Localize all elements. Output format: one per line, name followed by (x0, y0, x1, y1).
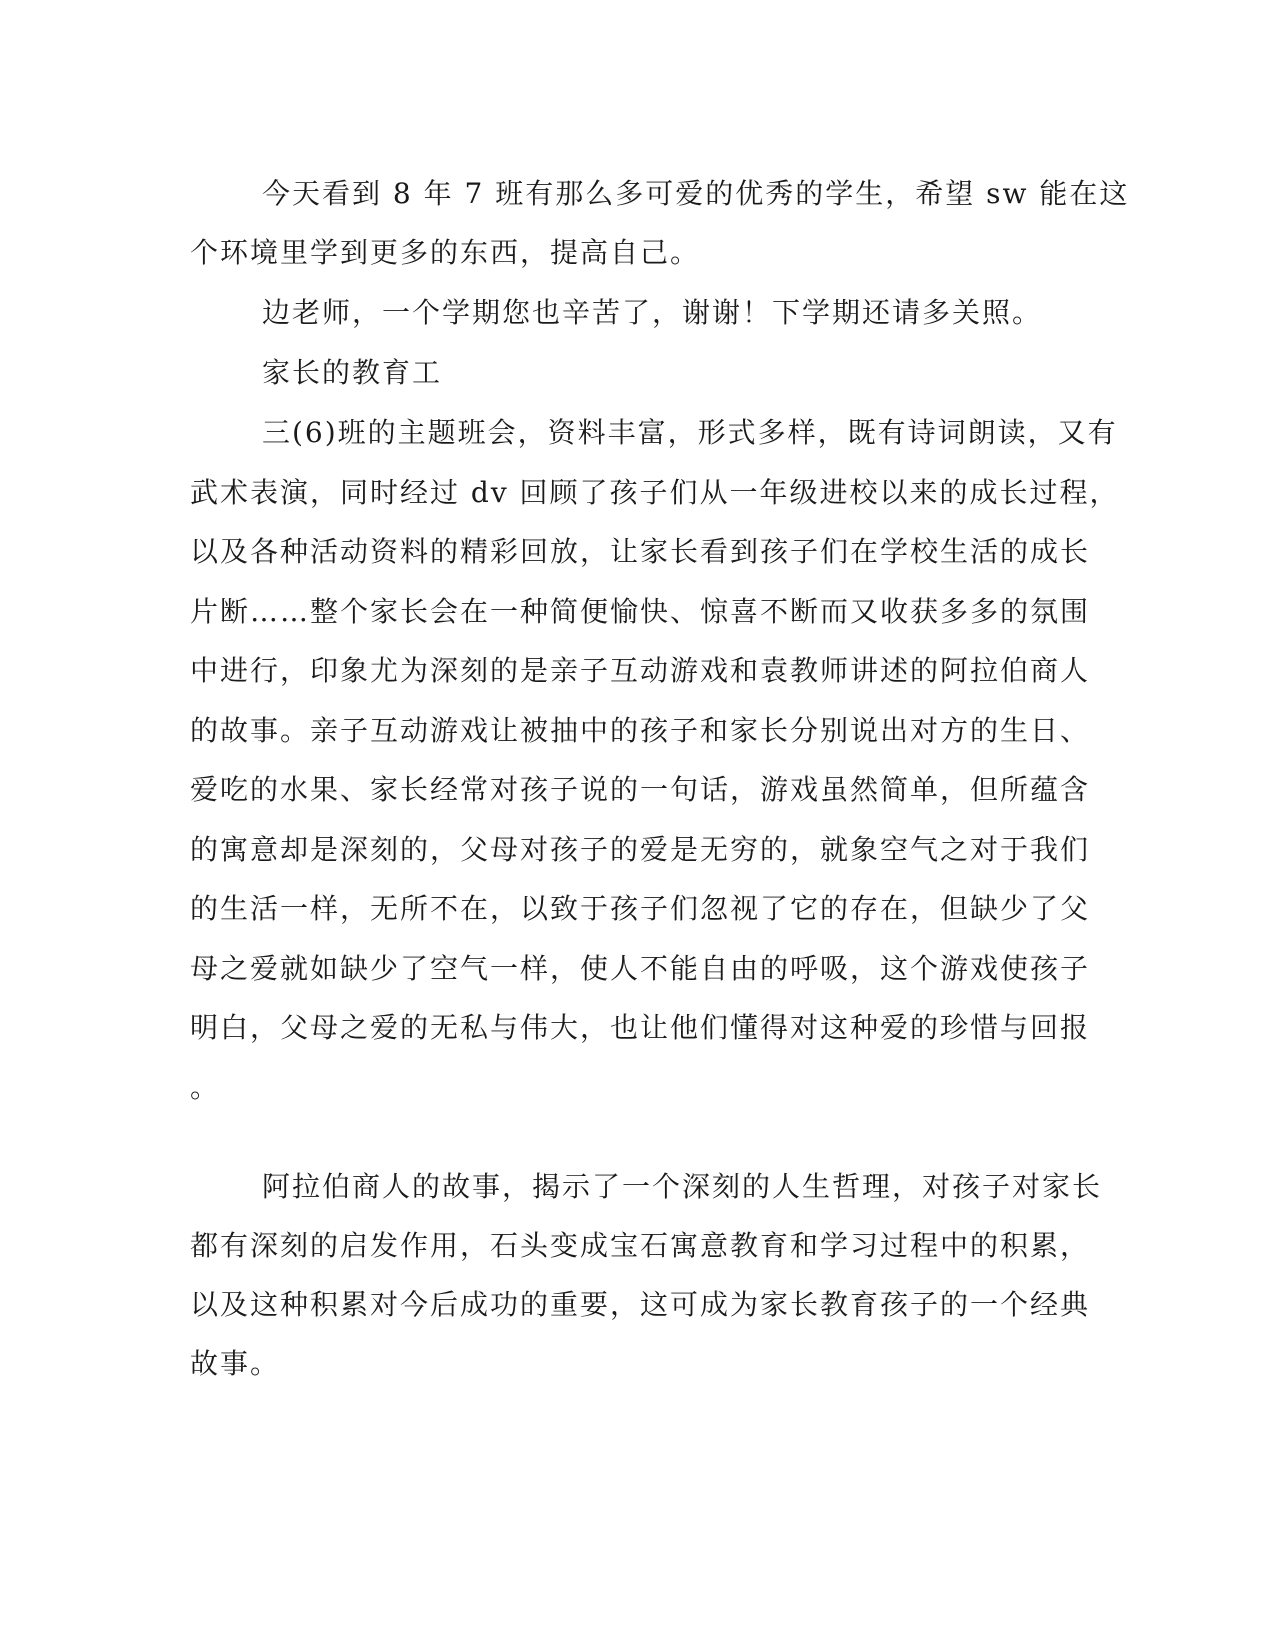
text-line: 母之爱就如缺少了空气一样，使人不能自由的呼吸，这个游戏使孩子 (190, 951, 1091, 985)
text-line: 的生活一样，无所不在，以致于孩子们忽视了它的存在，但缺少了父 (190, 892, 1091, 925)
text-line: 的寓意却是深刻的，父母对孩子的爱是无穷的，就象空气之对于我们 (190, 832, 1091, 866)
paragraph-4 (190, 403, 1120, 1117)
paragraph-5 (190, 1157, 1103, 1393)
text-line: 爱吃的水果、家长经常对孩子说的一句话，游戏虽然简单，但所蕴含 (190, 773, 1091, 806)
text-line: 个环境里学到更多的东西，提高自己。 (190, 236, 701, 269)
text-line: 故事。 (190, 1347, 281, 1380)
text-line: 的故事。亲子互动游戏让被抽中的孩子和家长分别说出对方的生日、 (190, 713, 1091, 747)
text-line: 以及各种活动资料的精彩回放，让家长看到孩子们在学校生活的成长 (190, 535, 1091, 568)
text-line: 边老师，一个学期您也辛苦了，谢谢！下学期还请多关照。 (262, 296, 1043, 329)
paragraph-3 (190, 343, 1080, 402)
text-line: 中进行，印象尤为深刻的是亲子互动游戏和袁教师讲述的阿拉伯商人 (190, 654, 1091, 687)
text-line: 都有深刻的启发作用，石头变成宝石寓意教育和学习过程中的积累， (190, 1229, 1091, 1262)
text-line: 。 (190, 1070, 221, 1104)
text-line: 明白，父母之爱的无私与伟大，也让他们懂得对这种爱的珍惜与回报 (190, 1011, 1091, 1044)
text-line: 今天看到 8 年 7 班有那么多可爱的优秀的学生，希望 sw 能在这 (262, 177, 1130, 210)
text-line: 三(6)班的主题班会，资料丰富，形式多样，既有诗词朗读，又有 (262, 416, 1118, 449)
paragraph-2 (190, 283, 1080, 342)
text-line: 片断……整个家长会在一种简便愉快、惊喜不断而又收获多多的氛围 (190, 594, 1091, 628)
paragraph-1 (190, 164, 1130, 282)
text-line: 阿拉伯商人的故事，揭示了一个深刻的人生哲理，对孩子对家长 (262, 1170, 1103, 1203)
text-line: 以及这种积累对今后成功的重要，这可成为家长教育孩子的一个经典 (190, 1288, 1091, 1321)
text-line: 家长的教育工 (262, 356, 443, 389)
text-line: 武术表演，同时经过 dv 回顾了孩子们从一年级进校以来的成长过程， (190, 475, 1120, 509)
